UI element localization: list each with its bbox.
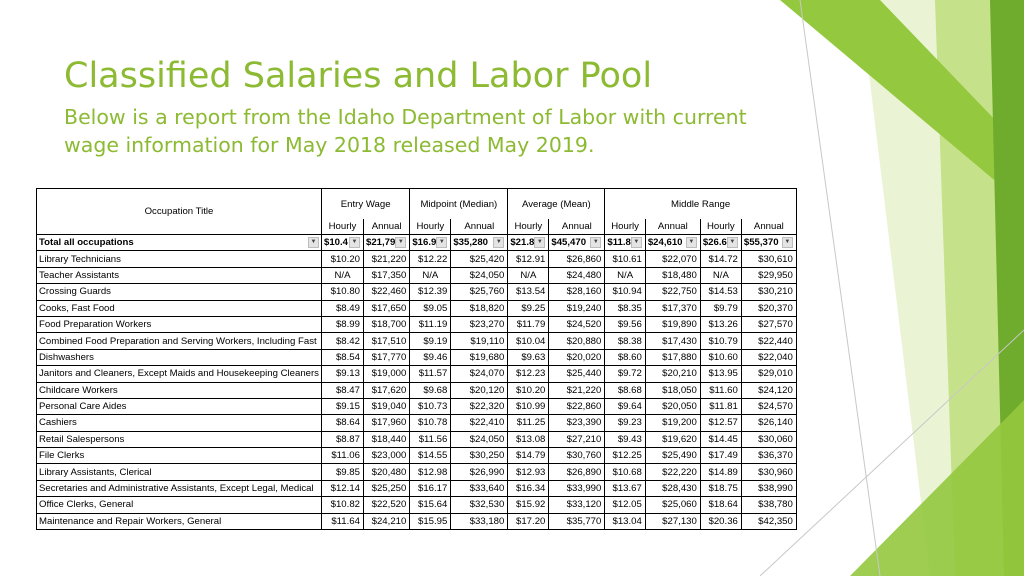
wage-cell: N/A (605, 267, 645, 283)
total-cell[interactable] (410, 235, 451, 251)
wage-cell: $10.20 (321, 251, 363, 267)
dropdown-arrow-icon[interactable]: ▼ (590, 237, 601, 248)
wage-cell: $25,420 (451, 251, 508, 267)
wage-cell: $12.14 (321, 480, 363, 496)
wage-cell: N/A (700, 267, 741, 283)
occupation-name: Crossing Guards (37, 284, 322, 300)
wage-cell: $28,430 (645, 480, 700, 496)
total-value: $26.6 (702, 237, 727, 249)
wage-cell: $19,680 (451, 349, 508, 365)
wage-cell: $25,760 (451, 284, 508, 300)
wage-cell: $18,820 (451, 300, 508, 316)
dropdown-arrow-icon[interactable]: ▼ (727, 237, 738, 248)
wage-cell: $17,350 (363, 267, 409, 283)
wage-cell: $8.54 (321, 349, 363, 365)
wage-cell: $15.64 (410, 497, 451, 513)
sub-header: Annual (549, 219, 605, 235)
table-row (37, 480, 797, 496)
group-header-middle-range: Middle Range (605, 189, 797, 220)
wage-cell: $20,050 (645, 398, 700, 414)
total-cell[interactable] (605, 235, 645, 251)
total-value: $45,470 (551, 237, 587, 249)
wage-cell: $12.98 (410, 464, 451, 480)
wage-cell: $14.89 (700, 464, 741, 480)
wage-cell: $33,120 (549, 497, 605, 513)
wage-cell: $11.79 (508, 316, 549, 332)
wage-cell: $14.72 (700, 251, 741, 267)
wage-cell: $9.85 (321, 464, 363, 480)
wage-cell: $9.23 (605, 415, 645, 431)
occupation-name: Secretaries and Administrative Assistants, Except Legal, Medical (37, 480, 322, 496)
table-row (37, 431, 797, 447)
table-row (37, 497, 797, 513)
wage-cell: $10.20 (508, 382, 549, 398)
dropdown-arrow-icon[interactable]: ▼ (782, 237, 793, 248)
wage-cell: $9.56 (605, 316, 645, 332)
total-value: $21,79 (365, 237, 396, 249)
wage-cell: $25,060 (645, 497, 700, 513)
table-row (37, 349, 797, 365)
wage-cell: $23,000 (363, 448, 409, 464)
wage-cell: $25,250 (363, 480, 409, 496)
table-row (37, 300, 797, 316)
wage-cell: $18.75 (700, 480, 741, 496)
wage-cell: $19,620 (645, 431, 700, 447)
wage-cell: $13.04 (605, 513, 645, 529)
total-value: $10.4 (323, 237, 348, 249)
wage-cell: $24,120 (741, 382, 796, 398)
wage-cell: $28,160 (549, 284, 605, 300)
wage-cell: $26,140 (741, 415, 796, 431)
wage-cell: $9.68 (410, 382, 451, 398)
dropdown-arrow-icon[interactable]: ▼ (349, 237, 360, 248)
wage-cell: $24,050 (451, 431, 508, 447)
wage-cell: $24,520 (549, 316, 605, 332)
wage-cell: $8.64 (321, 415, 363, 431)
sub-header: Annual (363, 219, 409, 235)
wage-cell: $8.47 (321, 382, 363, 398)
wage-cell: $22,070 (645, 251, 700, 267)
table-row (37, 267, 797, 283)
total-cell[interactable] (700, 235, 741, 251)
table-row (37, 448, 797, 464)
total-cell[interactable] (321, 235, 363, 251)
wage-cell: $13.67 (605, 480, 645, 496)
table-row (37, 464, 797, 480)
occupation-name: Combined Food Preparation and Serving Workers, Including Fast (37, 333, 322, 349)
sub-header: Hourly (508, 219, 549, 235)
wage-cell: $10.73 (410, 398, 451, 414)
wage-cell: $13.26 (700, 316, 741, 332)
wage-cell: $8.60 (605, 349, 645, 365)
wage-cell: $11.06 (321, 448, 363, 464)
wage-cell: $22,320 (451, 398, 508, 414)
total-row-name-cell[interactable] (37, 235, 322, 251)
wage-cell: $25,490 (645, 448, 700, 464)
occupation-name: Cashiers (37, 415, 322, 431)
wage-cell: $29,950 (741, 267, 796, 283)
wage-cell: $11.56 (410, 431, 451, 447)
wage-cell: $9.13 (321, 366, 363, 382)
wage-cell: $17,650 (363, 300, 409, 316)
wage-cell: $20,880 (549, 333, 605, 349)
wage-cell: $11.64 (321, 513, 363, 529)
filter-dropdown-icon[interactable]: ▼ (308, 237, 319, 248)
wage-cell: $24,050 (451, 267, 508, 283)
wage-cell: $22,410 (451, 415, 508, 431)
wage-cell: $14.53 (700, 284, 741, 300)
wage-cell: $12.05 (605, 497, 645, 513)
sub-header: Annual (741, 219, 796, 235)
wage-cell: $22,860 (549, 398, 605, 414)
wage-cell: $30,060 (741, 431, 796, 447)
wage-cell: $17,510 (363, 333, 409, 349)
occupation-name: Dishwashers (37, 349, 322, 365)
wage-cell: $10.99 (508, 398, 549, 414)
wage-cell: $9.15 (321, 398, 363, 414)
wage-cell: $27,130 (645, 513, 700, 529)
wage-cell: $24,480 (549, 267, 605, 283)
wage-cell: $19,240 (549, 300, 605, 316)
wage-cell: $13.08 (508, 431, 549, 447)
wage-cell: $30,210 (741, 284, 796, 300)
wage-cell: $22,520 (363, 497, 409, 513)
dropdown-arrow-icon[interactable]: ▼ (395, 237, 406, 248)
wage-cell: $29,010 (741, 366, 796, 382)
total-value: $35,280 (453, 237, 489, 249)
wage-cell: $8.35 (605, 300, 645, 316)
group-header-entry-wage: Entry Wage (321, 189, 409, 220)
wage-cell: $9.25 (508, 300, 549, 316)
wage-cell: $19,040 (363, 398, 409, 414)
table-row (37, 316, 797, 332)
wage-cell: $17,770 (363, 349, 409, 365)
wage-cell: $10.68 (605, 464, 645, 480)
wage-cell: $8.68 (605, 382, 645, 398)
decoration-line (800, 0, 880, 576)
sub-header: Hourly (321, 219, 363, 235)
wage-cell: $20,020 (549, 349, 605, 365)
wage-cell: $9.19 (410, 333, 451, 349)
wage-table (36, 188, 797, 530)
wage-cell: $8.42 (321, 333, 363, 349)
wage-cell: $20,370 (741, 300, 796, 316)
occupation-name: Food Preparation Workers (37, 316, 322, 332)
wage-table-body (37, 235, 797, 530)
wage-cell: $14.79 (508, 448, 549, 464)
wage-cell: $9.46 (410, 349, 451, 365)
wage-cell: $27,210 (549, 431, 605, 447)
total-cell[interactable] (645, 235, 700, 251)
wage-cell: $33,640 (451, 480, 508, 496)
wage-cell: $30,610 (741, 251, 796, 267)
wage-cell: $17,430 (645, 333, 700, 349)
wage-cell: $20,120 (451, 382, 508, 398)
wage-cell: $11.81 (700, 398, 741, 414)
occupation-name: Personal Care Aides (37, 398, 322, 414)
dropdown-arrow-icon[interactable]: ▼ (534, 237, 545, 248)
wage-cell: $26,890 (549, 464, 605, 480)
wage-cell: $38,990 (741, 480, 796, 496)
wage-cell: $18,050 (645, 382, 700, 398)
wage-cell: $22,040 (741, 349, 796, 365)
occupation-name: Childcare Workers (37, 382, 322, 398)
wage-cell: $12.22 (410, 251, 451, 267)
wage-cell: $19,200 (645, 415, 700, 431)
wage-cell: $20.36 (700, 513, 741, 529)
wage-cell: $17,880 (645, 349, 700, 365)
wage-cell: $12.91 (508, 251, 549, 267)
group-header-mean: Average (Mean) (508, 189, 605, 220)
wage-cell: $22,460 (363, 284, 409, 300)
total-value: $55,370 (743, 237, 779, 249)
wage-cell: $10.80 (321, 284, 363, 300)
wage-cell: $12.57 (700, 415, 741, 431)
sub-header: Annual (451, 219, 508, 235)
wage-cell: N/A (508, 267, 549, 283)
wage-cell: $12.39 (410, 284, 451, 300)
occupation-name: Retail Salespersons (37, 431, 322, 447)
wage-cell: $8.38 (605, 333, 645, 349)
total-value: $11.8 (607, 237, 631, 249)
wage-cell: $21,220 (363, 251, 409, 267)
wage-cell: $19,890 (645, 316, 700, 332)
total-cell[interactable] (363, 235, 409, 251)
wage-cell: $18,480 (645, 267, 700, 283)
total-row-label: Total all occupations (39, 237, 134, 249)
wage-cell: $10.60 (700, 349, 741, 365)
wage-cell: $17,620 (363, 382, 409, 398)
wage-cell: $10.82 (321, 497, 363, 513)
wage-cell: $22,220 (645, 464, 700, 480)
occupation-name: Janitors and Cleaners, Except Maids and Housekeeping Cleaners (37, 366, 322, 382)
total-value: $24,610 (647, 237, 683, 249)
sub-header: Hourly (410, 219, 451, 235)
wage-cell: $13.54 (508, 284, 549, 300)
occupation-name: Library Technicians (37, 251, 322, 267)
wage-cell: $8.99 (321, 316, 363, 332)
dropdown-arrow-icon[interactable]: ▼ (631, 237, 642, 248)
wage-cell: $30,760 (549, 448, 605, 464)
wage-cell: $9.05 (410, 300, 451, 316)
table-row (37, 415, 797, 431)
wage-cell: $10.94 (605, 284, 645, 300)
wage-cell: $24,210 (363, 513, 409, 529)
dropdown-arrow-icon[interactable]: ▼ (686, 237, 697, 248)
wage-cell: $26,860 (549, 251, 605, 267)
wage-cell: $14.45 (700, 431, 741, 447)
wage-cell: $18,700 (363, 316, 409, 332)
wage-cell: $26,990 (451, 464, 508, 480)
total-cell[interactable] (549, 235, 605, 251)
total-cell[interactable] (451, 235, 508, 251)
wage-cell: $8.49 (321, 300, 363, 316)
wage-cell: $22,440 (741, 333, 796, 349)
wage-cell: $11.57 (410, 366, 451, 382)
wage-cell: $42,350 (741, 513, 796, 529)
total-value: $16.9 (412, 237, 437, 249)
wage-cell: $17.49 (700, 448, 741, 464)
table-row (37, 398, 797, 414)
total-cell[interactable] (508, 235, 549, 251)
wage-cell: $9.63 (508, 349, 549, 365)
occupation-name: File Clerks (37, 448, 322, 464)
wage-cell: $17.20 (508, 513, 549, 529)
sub-header: Annual (645, 219, 700, 235)
slide-subtitle: Below is a report from the Idaho Department of Labor with current wage information for May 2018 released May 2019. (64, 105, 747, 157)
occupation-name: Teacher Assistants (37, 267, 322, 283)
table-row (37, 284, 797, 300)
wage-cell: $21,220 (549, 382, 605, 398)
wage-cell: $9.64 (605, 398, 645, 414)
slide-title: Classified Salaries and Labor Pool (64, 56, 653, 96)
wage-cell: $33,180 (451, 513, 508, 529)
wage-cell: $16.17 (410, 480, 451, 496)
wage-cell: $32,530 (451, 497, 508, 513)
wage-cell: $18.64 (700, 497, 741, 513)
wage-cell: $14.55 (410, 448, 451, 464)
wage-cell: $10.78 (410, 415, 451, 431)
wage-cell: $19,110 (451, 333, 508, 349)
wage-cell: $9.43 (605, 431, 645, 447)
wage-cell: $36,370 (741, 448, 796, 464)
wage-cell: N/A (321, 267, 363, 283)
table-row (37, 251, 797, 267)
occupation-name: Office Clerks, General (37, 497, 322, 513)
wage-cell: $11.60 (700, 382, 741, 398)
wage-cell: $12.93 (508, 464, 549, 480)
wage-cell: $24,070 (451, 366, 508, 382)
occupation-name: Cooks, Fast Food (37, 300, 322, 316)
dropdown-arrow-icon[interactable]: ▼ (493, 237, 504, 248)
wage-cell: $9.79 (700, 300, 741, 316)
wage-cell: $19,000 (363, 366, 409, 382)
wage-cell: $12.23 (508, 366, 549, 382)
group-header-median: Midpoint (Median) (410, 189, 508, 220)
wage-cell: $30,960 (741, 464, 796, 480)
wage-cell: $8.87 (321, 431, 363, 447)
wage-cell: $11.25 (508, 415, 549, 431)
wage-table-container (36, 188, 797, 530)
wage-cell: $23,390 (549, 415, 605, 431)
wage-cell: $10.61 (605, 251, 645, 267)
occupation-name: Library Assistants, Clerical (37, 464, 322, 480)
table-row (37, 366, 797, 382)
wage-cell: $20,210 (645, 366, 700, 382)
sub-header: Hourly (700, 219, 741, 235)
wage-cell: $24,570 (741, 398, 796, 414)
wage-cell: $38,780 (741, 497, 796, 513)
total-row (37, 235, 797, 251)
wage-cell: $10.04 (508, 333, 549, 349)
wage-cell: $20,480 (363, 464, 409, 480)
wage-cell: $18,440 (363, 431, 409, 447)
wage-cell: $10.79 (700, 333, 741, 349)
wage-cell: $30,250 (451, 448, 508, 464)
dropdown-arrow-icon[interactable]: ▼ (436, 237, 447, 248)
total-cell[interactable] (741, 235, 796, 251)
wage-cell: $17,960 (363, 415, 409, 431)
wage-cell: $23,270 (451, 316, 508, 332)
sub-header: Hourly (605, 219, 645, 235)
wage-cell: $9.72 (605, 366, 645, 382)
occupation-title-header: Occupation Title (37, 189, 322, 235)
total-value: $21.8 (510, 237, 535, 249)
wage-cell: $11.19 (410, 316, 451, 332)
occupation-name: Maintenance and Repair Workers, General (37, 513, 322, 529)
wage-cell: $22,750 (645, 284, 700, 300)
wage-cell: $35,770 (549, 513, 605, 529)
table-row (37, 513, 797, 529)
wage-cell: N/A (410, 267, 451, 283)
wage-cell: $16.34 (508, 480, 549, 496)
wage-cell: $12.25 (605, 448, 645, 464)
wage-cell: $15.92 (508, 497, 549, 513)
wage-cell: $17,370 (645, 300, 700, 316)
table-row (37, 382, 797, 398)
wage-cell: $27,570 (741, 316, 796, 332)
wage-cell: $13.95 (700, 366, 741, 382)
wage-cell: $25,440 (549, 366, 605, 382)
wage-cell: $33,990 (549, 480, 605, 496)
wage-cell: $15.95 (410, 513, 451, 529)
table-row (37, 333, 797, 349)
